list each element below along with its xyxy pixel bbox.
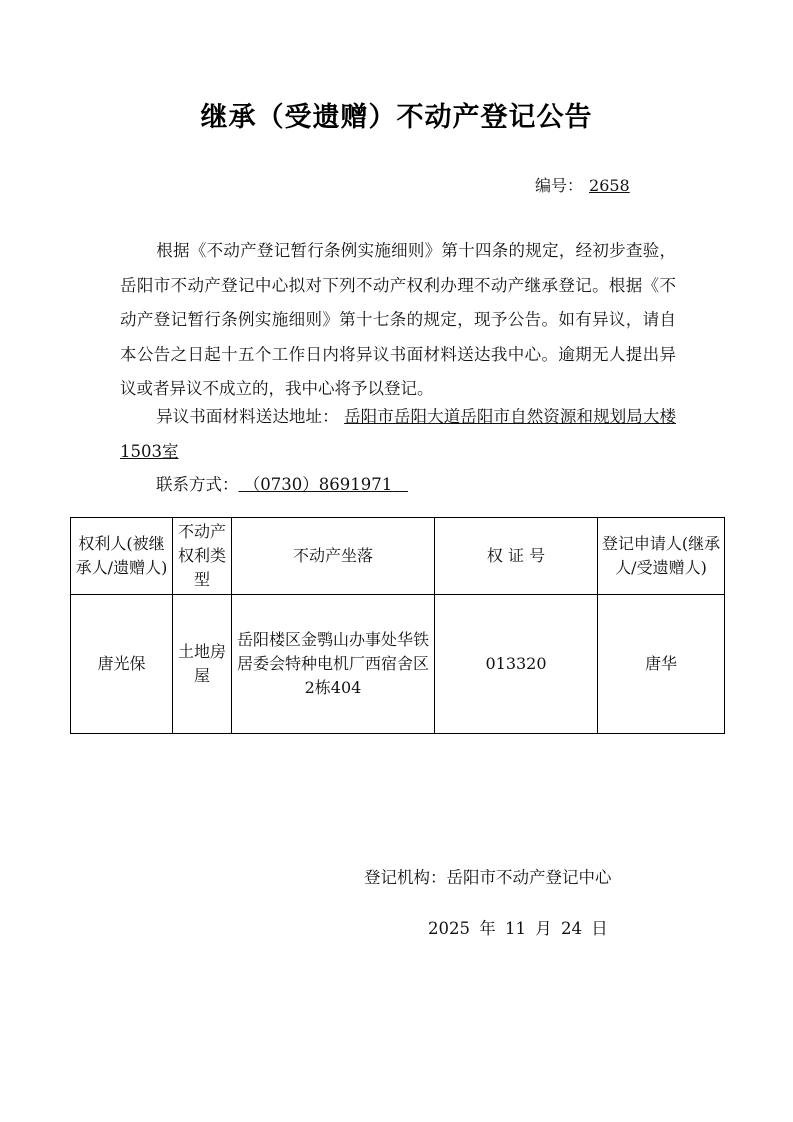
notice-paragraph [120,234,676,407]
header-certificate-number: 权 证 号 [435,518,598,595]
serial-number [535,173,630,196]
notice-date: 2025 年 11 月 24 日 [428,919,608,938]
address-value: 岳阳市岳阳大道岳阳市自然资源和规划局大楼1503室 [120,407,677,461]
cell-right-type: 土地房屋 [173,595,232,734]
objection-address [120,400,676,469]
page-title: 继承（受遗赠）不动产登记公告 [200,102,593,133]
org-label: 登记机构： [364,868,447,887]
registration-authority [364,864,612,888]
cell-location: 岳阳楼区金鹗山办事处华铁居委会特种电机厂西宿舍区2栋404 [232,595,435,734]
table-row [71,595,725,734]
contact-value: （0730）8691971 [243,475,393,494]
table-header-row [71,518,725,595]
serial-value: 2658 [589,176,630,195]
notice-text: 根据《不动产登记暂行条例实施细则》第十四条的规定，经初步查验，岳阳市不动产登记中心拟对下列不动产权利办理不动产继承登记。根据《不动产登记暂行条例实施细则》第十七条的规定，现予公告。如有异议，请自本公告之日起十五个工作日内将异议书面材料送达我中心。逾期无人提出异议或者异议不成立的，我中心将予以登记。 [120,241,676,398]
serial-label: 编号： [535,176,584,195]
header-applicant: 登记申请人(继承人/受遗赠人) [598,518,725,595]
cell-right-holder: 唐光保 [71,595,173,734]
header-location: 不动产坐落 [232,518,435,595]
address-label: 异议书面材料送达地址： [156,407,339,426]
contact-info [120,468,676,503]
property-table [70,517,725,734]
cell-certificate-number: 013320 [435,595,598,734]
contact-label: 联系方式： [156,475,239,494]
header-right-holder: 权利人(被继承人/遗赠人) [71,518,173,595]
org-value: 岳阳市不动产登记中心 [446,868,612,887]
header-right-type: 不动产权利类型 [173,518,232,595]
cell-applicant: 唐华 [598,595,725,734]
